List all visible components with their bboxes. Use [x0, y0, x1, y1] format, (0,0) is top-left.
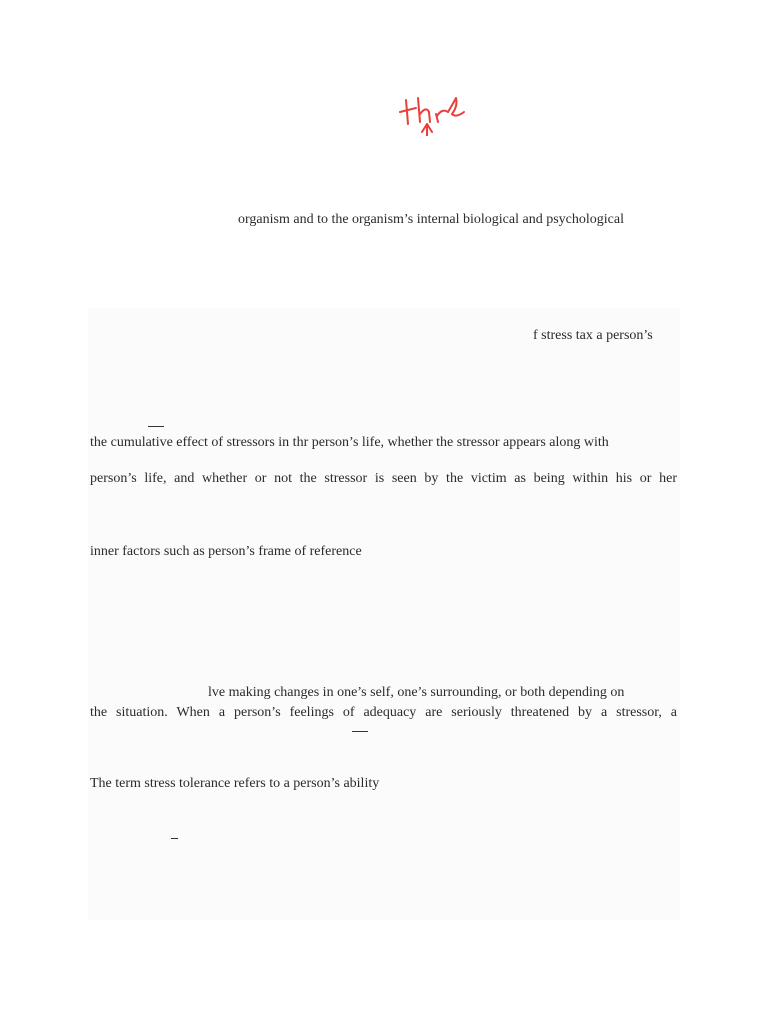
text-line-cumulative-effect: the cumulative effect of stressors in thr person’s life, whether the stressor appears along with: [90, 435, 609, 450]
en-dash-mark: [171, 838, 178, 839]
handwritten-annotation-icon: [396, 92, 466, 136]
svg-text:thr: thr: [396, 92, 398, 93]
text-line-inner-factors: inner factors such as person’s frame of reference: [90, 544, 362, 559]
text-line-stress-tax: f stress tax a person’s: [533, 328, 653, 343]
text-line-organism: organism and to the organism’s internal biological and psychological: [238, 212, 624, 227]
text-line-stress-tolerance: The term stress tolerance refers to a person’s ability: [90, 776, 380, 791]
em-dash-mark: [148, 426, 164, 427]
text-line-the-situation: the situation. When a person’s feelings of adequacy are seriously threatened by a stressor, a: [90, 705, 677, 720]
em-dash-mark: [352, 731, 368, 732]
text-line-making-changes: lve making changes in one’s self, one’s surrounding, or both depending on: [208, 685, 625, 700]
shaded-region: [88, 308, 680, 920]
text-line-persons-life: person’s life, and whether or not the stressor is seen by the victim as being within his or her: [90, 471, 677, 486]
